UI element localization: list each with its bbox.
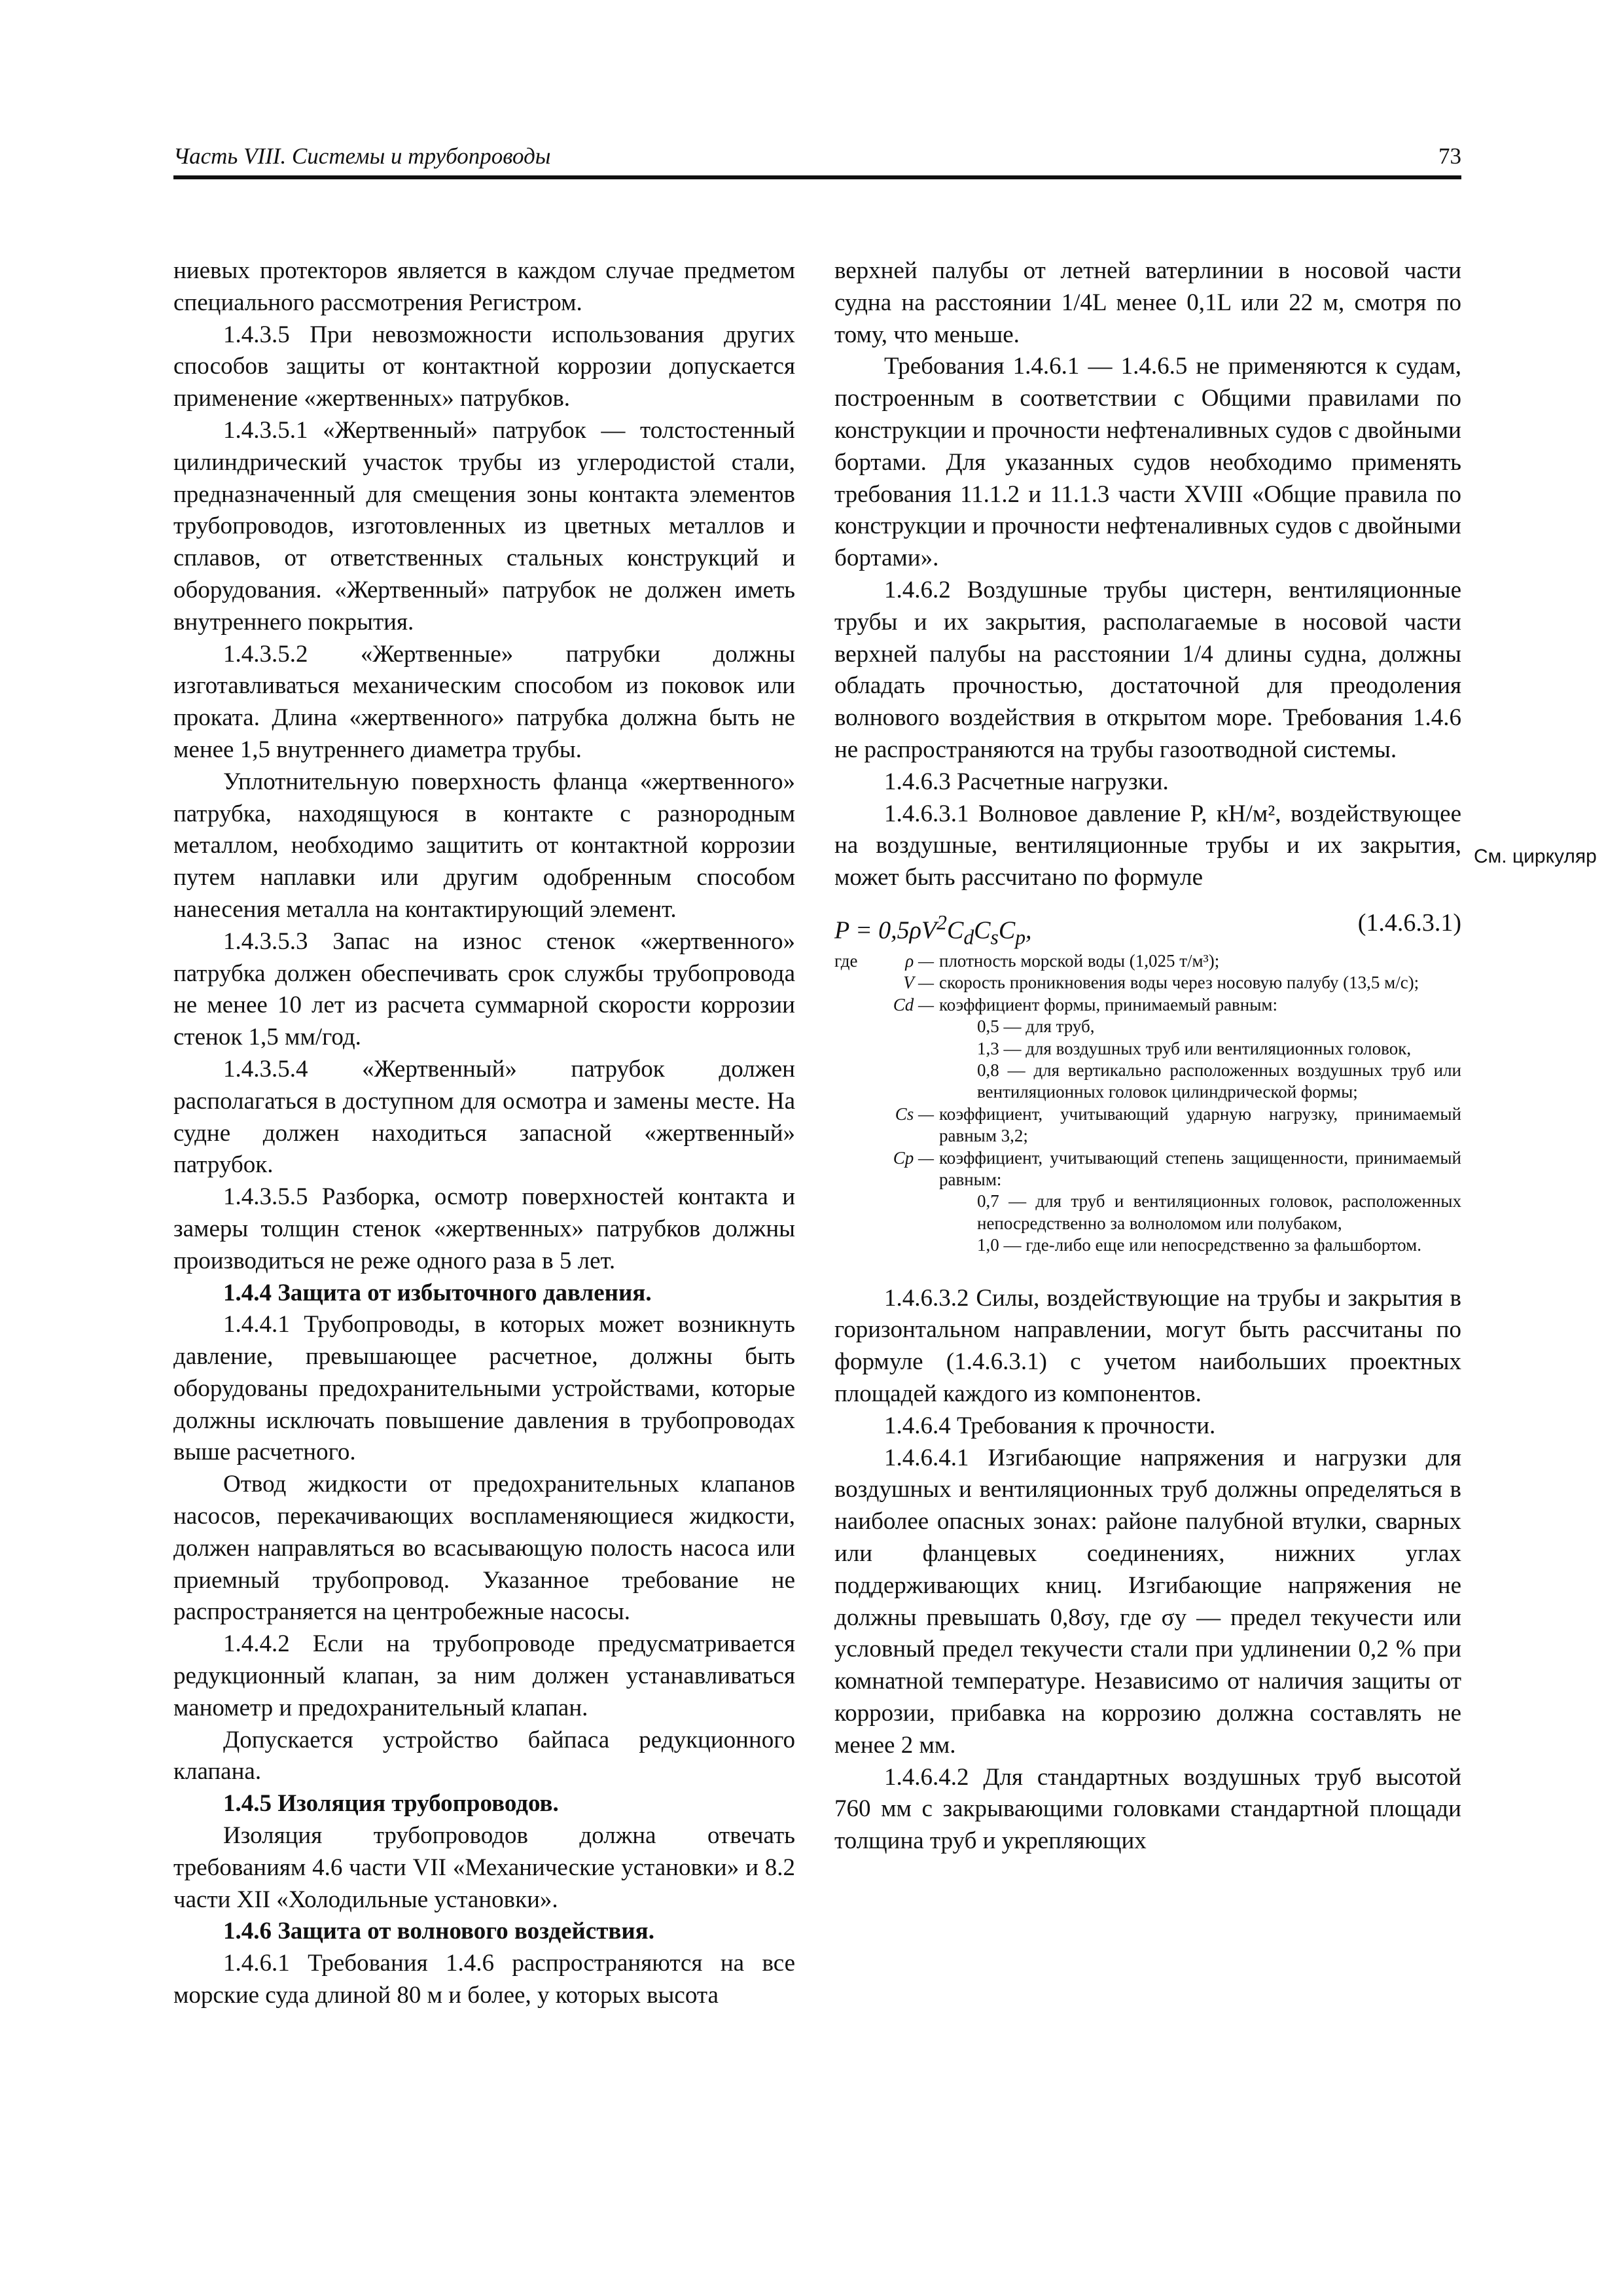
paragraph-text: Изоляция трубопроводов должна отвечать требованиям 4.6 части VII «Механические установки» и 8.2 части XII «Холодильные установки».: [173, 1822, 795, 1913]
paragraph: [834, 351, 1461, 575]
paragraph-text: Требования 1.4.6.1 — 1.4.6.5 не применяются к судам, построенным в соответствии с Общими правилами по конструкции и прочности нефтеналивных судов с двойными бортами. Для указанных судов необходимо применять требования 11.1.2 и 11.1.3 части XVIII «Общие правила по конструкции и прочности нефтеналивных судов с двойными бортами».: [834, 353, 1461, 572]
legend-item: [834, 1147, 1461, 1257]
clause-number: 1.4.6.4: [884, 1412, 951, 1439]
formula-expression: $P = 0,5\rho V^2C_dC_sC_p$,: [834, 910, 1032, 949]
paragraph: [173, 1916, 795, 1948]
clause-number: 1.4.6.3.1: [884, 800, 969, 827]
running-header-title: Часть VIII. Системы и трубопроводы: [173, 143, 551, 169]
paragraph: [173, 1309, 795, 1469]
paragraph-text: Если на трубопроводе предусматривается редукционный клапан, за ним должен устанавливаться манометр и предохранительный клапан.: [173, 1630, 795, 1721]
paragraph: [173, 1054, 795, 1181]
paragraph: [173, 1628, 795, 1724]
paragraph-text: Волновое давление P, кН/м², воздействующее на воздушные, вентиляционные трубы и их закрытия, может быть рассчитано по формуле: [834, 800, 1461, 891]
paragraph-text: Требования 1.4.6 распространяются на все морские суда длиной 80 м и более, у которых высота: [173, 1950, 795, 2009]
paragraph: [173, 1948, 795, 2012]
legend-item: [834, 972, 1461, 994]
paragraph: [173, 1788, 795, 1820]
paragraph: [834, 1762, 1461, 1857]
legend-text: скорость проникновения воды через носовую палубу (13,5 м/с);: [939, 973, 1419, 993]
paragraph: [173, 1278, 795, 1310]
paragraph: [834, 255, 1461, 351]
paragraph: [834, 575, 1461, 766]
clause-number: 1.4.3.5.2: [223, 640, 308, 668]
clause-number: 1.4.6.4.1: [884, 1444, 969, 1471]
clause-number: 1.4.3.5.3: [223, 927, 308, 955]
paragraph-text: Трубопроводы, в которых может возникнуть давление, превышающее расчетное, должны быть оборудованы предохранительными устройствами, которые должны исключать повышение давления в трубопроводах выше расчетного.: [173, 1311, 795, 1466]
paragraph: [834, 1283, 1461, 1410]
legend-symbol: [834, 1147, 939, 1257]
paragraph-text: Требования к прочности.: [950, 1412, 1216, 1439]
header-rule: [173, 175, 1461, 179]
paragraph-text: Изгибающие напряжения и нагрузки для воздушных и вентиляционных труб должны определяться в наиболее опасных зонах: районе палубной втулки, сварных или фланцевых соединениях, нижних углах поддерживающих книц. Изгибающие напряжения не должны превышать 0,8σy, где σy — предел текучести или условный предел текучести стали при удлинении 0,2 % при комнатной температуре. Независимо от наличия защиты от коррозии, прибавка на коррозию должна составлять не менее 2 мм.: [834, 1444, 1461, 1759]
paragraph-text: «Жертвенные» патрубки должны изготавливаться механическим способом из поковок или проката. Длина «жертвенного» патрубка должна быть не менее 1,5 внутреннего диаметра трубы.: [173, 640, 795, 763]
paragraph: [173, 926, 795, 1054]
legend-subitem: 0,5 — для труб,: [977, 1016, 1095, 1037]
paragraph: [834, 798, 1461, 894]
legend-text: плотность морской воды (1,025 т/м³);: [939, 950, 1220, 971]
formula-number: (1.4.6.3.1): [1357, 908, 1461, 937]
clause-number: 1.4.3.5.1: [223, 416, 308, 444]
paragraph-text: При невозможности использования других способов защиты от контактной коррозии допускается применение «жертвенных» патрубков.: [173, 321, 795, 412]
paragraph: [834, 1410, 1461, 1443]
legend-symbol-text: ρ —: [905, 950, 934, 971]
paragraph: [173, 1181, 795, 1277]
formula-legend: [834, 950, 1461, 1257]
running-header: [173, 141, 1461, 173]
paragraph: [173, 766, 795, 926]
legend-where: где: [834, 950, 858, 971]
legend-text: коэффициент, учитывающий ударную нагрузку, принимаемый равным 3,2;: [939, 1103, 1461, 1146]
paragraph-text: Силы, воздействующие на трубы и закрытия в горизонтальном направлении, могут быть рассчитаны по формуле (1.4.6.3.1) с учетом наибольших проектных площадей каждого из компонентов.: [834, 1284, 1461, 1408]
paragraph: [173, 415, 795, 639]
section-heading: 1.4.4 Защита от избыточного давления.: [223, 1279, 652, 1306]
clause-number: 1.4.3.5: [223, 321, 290, 348]
paragraph-text: Воздушные трубы цистерн, вентиляционные трубы и их закрытия, располагаемые в носовой части верхней палубы на расстоянии 1/4 длины судна, должны обладать прочностью, достаточной для преодоления волнового воздействия в открытом море. Требования 1.4.6 не распространяются на трубы газоотводной системы.: [834, 576, 1461, 763]
right-column: [834, 255, 1461, 1857]
paragraph-text: верхней палубы от летней ватерлинии в носовой части судна на расстоянии 1/4L менее 0,1L или 22 м, смотря по тому, что меньше.: [834, 257, 1461, 348]
legend-item: [834, 950, 1461, 972]
legend-text: коэффициент формы, принимаемый равным:: [939, 994, 1277, 1014]
legend-item: [834, 1103, 1461, 1147]
legend-symbol: [834, 1103, 939, 1147]
paragraph: [173, 1469, 795, 1628]
paragraph-text: ниевых протекторов является в каждом случае предметом специального рассмотрения Регистром.: [173, 257, 795, 316]
legend-subitem: 0,8 — для вертикально расположенных воздушных труб или вентиляционных головок цилиндрической формы;: [977, 1060, 1461, 1102]
paragraph: [173, 1725, 795, 1789]
legend-symbol-text: V —: [903, 973, 934, 993]
legend-subitem: 1,3 — для воздушных труб или вентиляционных головок,: [977, 1038, 1412, 1058]
legend-subitem: 0,7 — для труб и вентиляционных головок, расположенных непосредственно за волноломом или полубаком,: [977, 1191, 1461, 1233]
paragraph-text: Запас на износ стенок «жертвенного» патрубка должен обеспечивать срок службы трубопровода не менее 10 лет из расчета суммарной скорости коррозии стенок 1,5 мм/год.: [173, 927, 795, 1051]
clause-number: 1.4.6.1: [223, 1950, 290, 1977]
paragraph-text: «Жертвенный» патрубок должен располагаться в доступном для осмотра и замены месте. На судне должен находиться запасной «жертвенный» патрубок.: [173, 1055, 795, 1179]
margin-note: См. циркуляр: [1474, 846, 1597, 867]
paragraph-text: «Жертвенный» патрубок — толстостенный цилиндрический участок трубы из углеродистой стали, предназначенный для смещения зоны контакта элементов трубопроводов, изготовленных из цветных металлов и сплавов, от ответственных стальных конструкций и оборудования. «Жертвенный» патрубок не должен иметь внутреннего покрытия.: [173, 416, 795, 636]
formula: [834, 903, 1461, 949]
legend-symbol-text: Cd —: [893, 994, 934, 1014]
paragraph: [173, 255, 795, 319]
section-heading: 1.4.6 Защита от волнового воздействия.: [223, 1918, 654, 1945]
paragraph-text: Для стандартных воздушных труб высотой 760 мм с закрывающими головками стандартной площади толщина труб и укрепляющих: [834, 1763, 1461, 1855]
right-column-bottom: [834, 1283, 1461, 1857]
paragraph-text: Допускается устройство байпаса редукционного клапана.: [173, 1726, 795, 1785]
legend-subitem: 1,0 — где-либо еще или непосредственно за фальшбортом.: [977, 1235, 1421, 1255]
page-number: 73: [1438, 143, 1461, 169]
legend-text: коэффициент, учитывающий степень защищенности, принимаемый равным:: [939, 1147, 1461, 1189]
section-heading: 1.4.5 Изоляция трубопроводов.: [223, 1790, 559, 1818]
clause-number: 1.4.6.2: [884, 576, 951, 603]
paragraph-text: Расчетные нагрузки.: [950, 768, 1169, 795]
paragraph: [173, 1820, 795, 1916]
clause-number: 1.4.3.5.4: [223, 1055, 308, 1083]
legend-symbol: [834, 994, 939, 1103]
clause-number: 1.4.6.4.2: [884, 1763, 969, 1791]
clause-number: 1.4.4.1: [223, 1311, 290, 1338]
clause-number: 1.4.6.3: [884, 768, 951, 795]
paragraph-text: Разборка, осмотр поверхностей контакта и замеры толщин стенок «жертвенных» патрубков должны производиться не реже одного раза в 5 лет.: [173, 1183, 795, 1274]
legend-symbol: [834, 950, 939, 972]
clause-number: 1.4.6.3.2: [884, 1284, 969, 1312]
legend-symbol-text: Cp —: [893, 1147, 934, 1168]
legend-item: [834, 994, 1461, 1103]
legend-symbol-text: Cs —: [895, 1103, 934, 1124]
left-column: [173, 255, 795, 2012]
paragraph-text: Отвод жидкости от предохранительных клапанов насосов, перекачивающих воспламеняющиеся жидкости, должен направляться во всасывающую полость насоса или приемный трубопровод. Указанное требование не распространяется на центробежные насосы.: [173, 1471, 795, 1626]
paragraph: [173, 639, 795, 766]
paragraph-text: Уплотнительную поверхность фланца «жертвенного» патрубка, находящуюся в контакте с разнородным металлом, необходимо защитить от контактной коррозии путем наплавки или другим одобренным способом нанесения металла на контактирующий элемент.: [173, 768, 795, 923]
paragraph: [834, 1443, 1461, 1762]
paragraph: [173, 319, 795, 415]
clause-number: 1.4.3.5.5: [223, 1183, 308, 1211]
paragraph: [834, 766, 1461, 798]
right-column-top: [834, 255, 1461, 894]
clause-number: 1.4.4.2: [223, 1630, 290, 1658]
legend-symbol: [834, 972, 939, 994]
